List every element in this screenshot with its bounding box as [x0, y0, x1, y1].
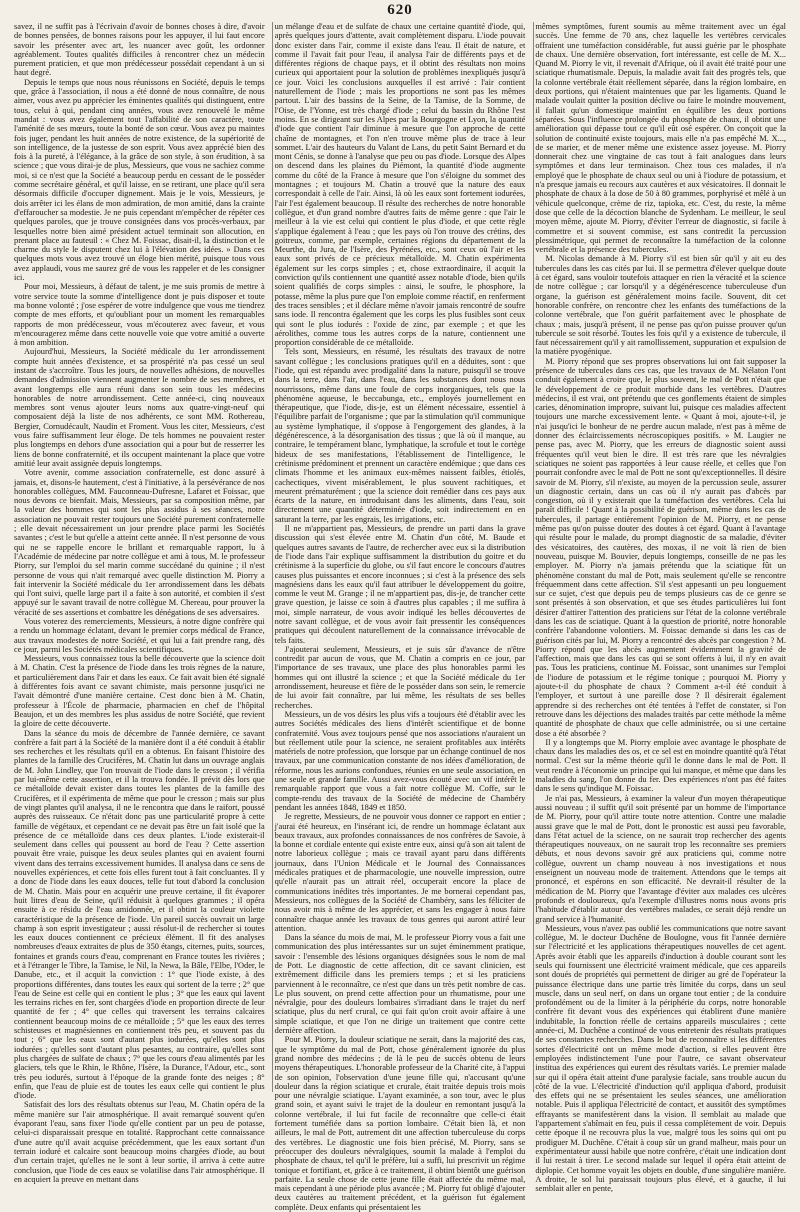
- paragraph: un mélange d'eau et de sulfate de chaux une certaine quantité d'iode, qui, après quelques jours d'attente, avait complètement disparu. L'iode pouvait donc exister dans l'air, comme il existe dans l'eau. Il était de nature, et comme il l'avait fait pour l'eau, il analysa l'air de différents pays et de différentes régions de chaque pays, et il obtint des résultats non moins curieux qui apportaient pour la solution de problèmes inexpliqués jusqu'à ce jour. Voici les conclusions auxquelles il est arrivé : l'air contient naturellement de l'iode ; mais les proportions ne sont pas les mêmes partout. L'air des bassins de la Seine, de la Tamise, de la Somme, de l'Oise, de l'Yonne, est très chargé d'iode ; celui du bassin du Rhône l'est moins. En se dirigeant sur les Alpes par la Bourgogne et Lyon, la quantité d'iode que contient l'air diminue à mesure que l'on approche de cette chaîne de montagnes, et l'on n'en trouve même plus de trace à leur sommet. L'air des hauteurs du Valant de Lans, du petit Saint Bernard et du mont Cénis, se donne à l'analyse que peu ou pas d'iode. Lorsque des Alpes on descend dans les plaines du Piémont, la quantité d'iode augmente comme du côté de la France à mesure que l'on s'éloigne du sommet des montagnes ; et toujours M. Chatin a trouvé que la nature des eaux correspondait à celle de l'air. Ainsi, là où les eaux sont fortement iodurées, l'air l'est également beaucoup. Il résulte des recherches de notre honorable collègue, et d'un grand nombre d'autres faits de même genre : que l'air le meilleur à la vie est celui qui contient le plus d'iode, et que cette règle s'applique également à l'eau ; que les pays où l'on trouve des crétins, des goitreux, comme, par exemple, certaines régions du département de la Meurthe, du Jura, de l'Isère, des Pyrénées, etc., sont ceux où l'air et les eaux sont privés de ce précieux métalloïde. M. Chatin expérimenta également sur les corps simples ; et, chose extraordinaire, il acquit la conviction qu'ils contiennent une quantité assez notable d'iode, bien qu'ils soient qualifiés de corps simples : ainsi, le soufre, le phosphore, la potasse, même la plus pure que l'on emploie comme réactif, en renferment des traces sensibles ; et il déclare même n'avoir jamais rencontré de soufre sans iode. Il rencontra également que les corps les plus fusibles sont ceux qui sont le plus iodurés : l'oxide de zinc, par exemple ; et que les aérolithes, comme tous les autres corps de la nature, contiennent une proportion considérable de ce métalloïde.: [274, 22, 526, 348]
- page-number: 620: [387, 2, 413, 18]
- paragraph: savez, il ne suffit pas à l'écrivain d'avoir de bonnes choses à dire, d'avoir de bonnes pensées, de bonnes raisons pour les appuyer, il lui faut encore savoir les présenter avec art, les nuancer avec goût, les ordonner agréablement. Toutes qualités difficiles à rencontrer chez un médecin purement praticien, et que mon prédécesseur possédait cependant à un si haut degré.: [14, 22, 265, 78]
- paragraph: Messieurs, vous connaissez tous la belle découverte que la science doit à M. Chatin. C'est la présence de l'iode dans les trois règnes de la nature, et particulièrement dans l'air et dans les eaux. Ce fait avait bien été signalé à différentes fois avant ce savant chimiste, mais personne jusqu'ici ne l'avait démontré d'une manière certaine. C'est donc bien à M. Chatin, professeur à l'École de pharmacie, pharmacien en chef de l'hôpital Beaujon, et un des membres les plus assidus de notre Société, que revient la gloire de cette découverte.: [14, 654, 265, 729]
- column-divider: [533, 22, 534, 1092]
- paragraph: Pour moi, Messieurs, à défaut de talent, je me suis promis de mettre à votre service toute la somme d'intelligence dont je puis disposer et toute ma bonne volonté ; j'ose espérer de votre indulgence que vous me tiendrez compte de mes efforts, et qu'oubliant pour un moment les remarquables rapports de mon prédécesseur, vous m'écouterez avec faveur, et vous m'encouragerez même dans cette nouvelle voie que votre amitié a ouverte à mon ambition.: [14, 282, 265, 348]
- paragraph: Depuis le temps que nous nous réunissons en Société, depuis le temps que, grâce à l'association, il nous a été donné de nous connaître, de nous aimer, vous avez pu apprécier les éminentes qualités qui distinguent, entre tous, celui à qui, pendant cinq années, vous avez renouvelé le même mandat : vous avez également tout l'affabilité de son caractère, toute l'aménité de ses mœurs, toute la bonté de son cœur. Vous avez pu maintes fois juger, pendant les huit années de notre existence, de la supériorité de son intelligence, de la justesse de son esprit. Vous avez apprécié bien des fois à la pureté, à l'élégance, à la grâce de son style, à son érudition, à sa science ; que vous dirai-je de plus, Messieurs, que vous ne sachiez comme moi, si ce n'est que la Société a beaucoup perdu en cessant de le posséder comme secrétaire général, et qu'il laisse, en se retirant, une place qu'il sera désormais difficile d'occuper dignement. Mais je le vois, Messieurs, je dois arrêter ici les élans de mon admiration, de mon amitié, dans la crainte d'effaroucher sa modestie. Je ne puis cependant m'empêcher de répéter ces quelques paroles, que je trouve consignées dans vos procès-verbaux, par lesquelles notre bien aimé président actuel terminait son allocution, en prenant place au fauteuil : « Chez M. Foissac, disait-il, la distinction et le charme du style le disputent chez lui à l'élévation des idées. » Dans ces quelques mots vous avez trouvé un éloge bien mérité, puisque tous vous avez applaudi, vous me saurez gré de vous les rappeler et de les consigner ici.: [14, 77, 265, 283]
- paragraph: Aujourd'hui, Messieurs, la Société médicale du 1er arrondissement compte huit années d'existence, et sa prospérité n'a pas cessé un seul instant de s'accroître. Tous les jours, de nouvelles adhésions, de nouvelles demandes d'admission viennent augmenter le nombre de ses membres, et avant longtemps elle aura réuni dans son sein tous les médecins honorables de notre arrondissement. Cette année-ci, cinq nouveaux membres sont venus ajouter leurs noms aux quatre-vingt-neuf qui composaient déjà la liste de nos adhérents, ce sont MM. Rothereau, Bergier, Cornudécault, Naudin et Froment. Vous les citer, Messieurs, c'est vous faire suffisamment leur éloge. De tels hommes ne pouvaient rester plus longtemps en dehors d'une association qui a pour but de resserrer les liens de bonne confraternité, et ils occupent maintenant la place que votre amitié leur avait assignée depuis longtemps.: [14, 347, 265, 468]
- paragraph: Messieurs, un de vos désirs les plus vifs a toujours été d'établir avec les autres Sociétés médicales des liens d'intérêt scientifique et de bonne confraternité. Vous avez toujours pensé que nos associations n'auraient un but réellement utile pour la science, ne seraient profitables aux intérêts matériels de notre profession, que lorsque par un échange continuel de nos travaux, par une communication constante de nos idées d'amélioration, de réforme, nous les aurions confondues, réunies en une seule association, en une seule et grande famille. Aussi avez-vous écouté avec un vif intérêt le remarquable rapport que vous a fait notre collègue M. Coffe, sur le compte-rendu des travaux de la Société de médecine de Chambéry pendant les années 1848, 1849 et 1850.: [274, 709, 526, 812]
- paragraph: Dans la séance du mois de décembre de l'année dernière, ce savant confrère a fait part à la Société de la manière dont il a été conduit à établir ses recherches et les résultats qu'il en a obtenus. En faisant l'histoire des plantes de la famille des Crucifères, M. Chatin lut dans un ouvrage anglais de M. John Lindley, que l'on trouvait de l'iode dans le cresson ; il vérifia par lui-même cette assertion, et il la trouva fondée. Il prévit dès lors que ce métalloïde devait exister dans toutes les plantes de la famille des Crucifères, et il expérimenta de même que pour le cresson ; mais sur plus de vingt plantes qu'il analysa, il ne le rencontra que dans le raifort, poussé auprès des ruisseaux. Ce n'était donc pas une particularité propre à cette famille de végétaux, et cependant ce ne devait pas être un fait isolé que la présence de ce métalloïde dans ces deux plantes. L'iode existerait-il seulement dans celles qui poussent au bord de l'eau ? Cette assertion pouvait être vraie, puisque les deux seules plantes qui en avaient fourni vivent dans des terrains excessivement humides. Il analysa dans ce sens de nouvelles expériences, et cette fois elles furent tout à fait concluantes. Il y a donc de l'iode dans les eaux douces, telle fut tout d'abord la conclusion de M. Chatin. Mais pour en acquérir une preuve certaine, il fit évaporer huit litres d'eau de Seine, qu'il réduisit à quelques grammes ; il opéra ensuite à ce résidu de l'eau amidonnée, et il obtint la couleur violette caractéristique de la présence de l'iode. Un pareil succès ouvrait un large champ à son esprit investigateur ; aussi résolut-il de rechercher si toutes les eaux douces contiennent ce précieux élément. Il fit des analyses nombreuses d'eaux extraites de plus de 350 étangs, citernes, puits, sources, fontaines et grands cours d'eau, comprenant en France toutes les rivières ; et à l'étranger le Tibre, la Tamise, le Nil, la Newa, la Bâle, l'Elbe, l'Oder, le Danube, etc., et il acquit la conviction : 1° que l'iode existe, à des proportions différentes, dans toutes les eaux qui sortent de la terre ; 2° que l'eau de Seine est celle qui en contient le plus ; 3° que les eaux qui lavent les terrains riches en fer, sont chargées d'iode en proportion directe de leur quantité de fer ; 4° que celles qui traversent les terrains calcaires contiennent beaucoup moins de ce métalloïde ; 5° que les eaux des terres schisteuses et magnésiennes en contiennent très peu, et souvent pas du tout ; 6° que les eaux sont d'autant plus iodurées, qu'elles sont plus iodurées ; qu'elles sont d'autant plus pesantes, au contraire, qu'elles sont plus chargées de sulfate de chaux ; 7° que les cours d'eau alimentés par les glaciers, tels que le Rhin, le Rhône, l'Isère, la Durance, l'Adour, etc., sont très peu iodurés, surtout à l'époque de la grande fonte des neiges ; 8° enfin, que l'eau de pluie est de toutes les eaux celle qui contient le plus d'iode.: [14, 728, 265, 1101]
- column-right: [535, 22, 787, 1194]
- text-columns: [14, 22, 787, 1212]
- paragraph: Il y a longtemps que M. Piorry emploie avec avantage le phosphate de chaux dans les maladies des os, et ce sel est en moindre quantité qu'à l'état normal. C'est sur la même théorie qu'il le donne dans le mal de Pott. Il veut rendre à l'économie un principe qui lui manque, et même que dans les maladies du sang, l'on donne du fer. Des expériences n'ont pas été faites dans le sens qu'indique M. Foissac.: [535, 737, 787, 794]
- paragraph: Dans la séance du mois de mai, M. le professeur Piorry vous a fait une communication des plus intéressantes sur un sujet éminemment pratique, savoir : l'ensemble des lésions organiques désignées sous le nom de mal de Pott. Le diagnostic de cette affection, dit ce savant clinicien, est extrêmement difficile dans les premiers temps ; et si les praticiens parviennent à le reconnaître, ce n'est que dans un très petit nombre de cas. Le plus souvent, on prend cette affection pour un rhumatisme, pour une névralgie, pour des douleurs lombaires s'irradiant dans le trajet du nerf sciatique, plus du nerf crural, ce qui fait qu'on croit avoir affaire à une simple sciatique, et que l'on ne dirige un traitement que contre cette dernière affection.: [274, 933, 526, 1036]
- paragraph: Je n'ai pas, Messieurs, à examiner la valeur d'un moyen thérapeutique aussi nouveau ; il suffit qu'il soit présenté par un homme de l'importance de M. Piorry, pour qu'il attire toute notre attention. Contre une maladie aussi grave que le mal de Pott, dont le pronostic est aussi peu favorable, dans l'état actuel de la science, on ne saurait trop rechercher des agents thérapeutiques nouveaux, on ne saurait trop les reconnaître ses premiers débuts, et nous devons savoir gré aux praticiens qui, comme notre collègue, ouvrent un champ nouveau à nos investigations et nous enseignent un nouveau mode de traitement. Attendons que le temps ait prononcé, et espérons en son efficacité. Ne devrait-il résulter de la médication de M. Piorry que l'avantage d'éviter aux malades ces ulcères profonds et douloureux, qu'a l'exemple d'illustres noms nous avons pris l'habitude d'établir autour des vertèbres malades, ce serait déjà rendre un grand service à l'humanité.: [535, 793, 787, 924]
- paragraph: Satisfait des lors des résultats obtenus sur l'eau, M. Chatin opéra de la même manière sur l'air atmosphérique. Il avait remarqué souvent qu'en évaporant l'eau, sans fixer l'iode qu'elle contient par un peu de potasse, celui-ci disparaissait presque en totalité. Rapprochant cette connaissance d'une autre qu'il avait acquise précédemment, que les eaux sortant d'un terrain ioduré et calcaire sont beaucoup moins chargées d'iode, au bout d'un certain trajet, qu'elles ne le sont à leur sortie, il arriva à cette autre conclusion, que l'iode de ces eaux se volatilise dans l'air atmosphérique. Il en acquiert la preuve en mettant dans: [14, 1100, 265, 1184]
- paragraph: Vous voterez des remerciements, Messieurs, à notre digne confrère qui a rendu un hommage éclatant, devant le premier corps médical de France, aux travaux modestes de notre Société, et qui lui a fait prendre rang, dès ce jour, parmi les Sociétés médicales scientifiques.: [14, 617, 265, 654]
- paragraph: Messieurs, vous n'avez pas oublié les communications que notre savant collègue, M. le docteur Duchêne de Boulogne, vous fit l'année dernière sur l'électricité et les applications thérapeutiques nouvelles de cet agent. Après avoir établi que les appareils d'induction à double courant sont les seuls qui fournissent une électricité vraiment médicale, que ces appareils sont doués de propriétés qui permettent de diriger au gré de l'opérateur la puissance électrique dans une partie très limitée du corps, dans un seul muscle, dans un seul nerf, on dans un organe tout entier ; de la conduire profondément ou de la limiter à la périphérie du corps, notre honorable confrère fit devant vous des expériences qui établirent d'une manière indubitable, la fonction réelle de certains appareils musculaires ; cette année-ci, M. Duchêne a continué de vous entretenir des résultats pratiques de ses constantes recherches. Dans le but de reconnaître si les différentes sortes d'électricité ont un même mode d'action, si elles peuvent être employées indistinctement l'une pour l'autre, ce savant observateur institua des expériences qui eurent des résultats variés. Le premier malade sur qui il opéra était atteint d'une paralysie faciale, sans trouble aucun du côté de la vue. L'électricité d'induction qu'il appliqua d'abord, produisit des effets qui ne se présentaient les seules séances, une amélioration notable. Puis il appliqua l'électricité de contact, et aussitôt des symptômes effrayants se manifestèrent dans la vision. Il semblait au malade que l'appartement s'abîmait en feu, puis il cessa complètement de voir. Depuis cette époque il ne recouvra plus la vue, malgré tous les soins qui ont pu prodiguer M. Duchêne. C'était à coup sûr un grand malheur, mais pour un expérimentateur aussi habile que notre confrère, c'était une indication dont il lui restait à tirer. Le second malade sur lequel il opéra était atteint de diplopie. Cet homme voyait les objets en double, d'une singulière manière. A droite, le sol lui paraissait toujours plus élevé, et à gauche, il lui semblait aller en pente,: [535, 923, 787, 1194]
- paragraph: Il ne m'appartient pas, Messieurs, de prendre un parti dans la grave discussion qui s'est élevée entre M. Chatin d'un côté, M. Baude et quelques autres savants de l'autre, de rechercher avec eux si la distribution de l'iode dans l'air explique suffisamment la distribution du goitre et du crétinisme à la superficie du globe, ou s'il faut encore le concours d'autres causes plus puissantes et encore inconnues ; si c'est à la présence des sels magnésiens dans les eaux qu'il faut attribuer le développement du goitre, comme le veut M. Grange ; il ne m'appartient pas, dis-je, de trancher cette grave question, je laisse ce soin à d'autres plus capables ; il me suffira à moi, simple narrateur, de vous avoir indiqué les belles découvertes de notre savant collègue, et de vous avoir fait pressentir les conséquences pratiques qui découlent naturellement de la connaissance irrévocable de tels faits.: [274, 524, 526, 645]
- paragraph: mêmes symptômes, furent soumis au même traitement avec un égal succès. Une femme de 70 ans, chez laquelle les vertèbres cervicales offraient une tuméfaction considérable, fut aussi guérie par le phosphate de chaux. Une dernière observation, fort intéressante, est celle de M. X... Quand M. Piorry le vit, il revenait d'Afrique, où il avait été traité pour une sciatique rhumatismale. Depuis, la maladie avait fait des progrès tels, que la colonne vertébrale était réellement séparée, dans la région lombaire, en deux portions, qui n'étaient maintenues que par les ligaments. Quand le malade voulait quitter la position déclive ou faire le moindre mouvement, il fallait qu'un domestique maintînt en équilibre les deux portions séparées. Sous l'influence prolongée du phosphate de chaux, il obtint une amélioration qui dépasse tout ce qu'il eût osé espérer. On conçoit que la solution de continuité existe toujours, mais elle n'a pas empêché M. X..., de se marier, et de mener même une existence assez joyeuse. M. Piorry donnerait chez une vingtaine de cas tout à fait analogues dans leurs symptômes et dans leur terminaison. Chez tous ces malades, il n'a employé que le phosphate de chaux seul ou uni à l'iodure de potassium, et n'a presque jamais eu recours aux cautères et aux vésicatoires. Il donnait le phosphate de chaux à la dose de 50 à 80 grammes, porphyrisé et mêlé à un véhicule quelconque, crème de riz, tapioka, etc. C'est, du reste, la même dose que celle de la décoction blanche de Sydenham. Le meilleur, le seul moyen même, ajoute M. Piorry, d'éviter l'erreur de diagnostic, si facile à commettre et si souvent commise, est sans contredit la percussion plessimétrique, qui permet de reconnaître la tuméfaction de la colonne vertébrale et la présence des tubercules.: [535, 22, 787, 255]
- paragraph: Tels sont, Messieurs, en résumé, les résultats des travaux de notre savant collègue ; les conclusions pratiques qu'il en a déduites, sont : que l'iode, qui est répandu avec prodigalité dans la nature, puisqu'il se trouve dans la terre, dans l'air, dans l'eau, dans les substances dont nous nous nourrissons, même dans une foule de corps inorganiques, tels que la phénomène aqueuse, le beccabunga, etc., employés journellement en thérapeutique, que l'iode, dis-je, est un élément nécessaire, essentiel à l'équilibre parfait de l'organisme ; que par la stimulation qu'il communique au système lymphatique, il s'oppose à l'engorgement des glandes, à la dégénérescence, à la désorganisation des tissus ; que là où il manque, au contraire, le tempérament blanc, lymphatique, la scrofule et tout le cortège hideux de ses manifestations, l'établissement de l'intelligence, le crétinisme prédominent et prennent un caractère endémique ; que dans ces climats l'homme et les animaux eux-mêmes naissent faibles, étiolés, cachectiques, vivent misérablement, le plus souvent rachitiques, et meurent prématurément ; que la science doit remédier dans ces pays aux écarts de la nature, en introduisant dans les aliments, dans l'eau, soit directement une quantité déterminée d'iode, soit indirectement en en saturant la terre, par les engrais, les irrigations, etc.: [274, 347, 526, 524]
- column-divider: [272, 22, 273, 1092]
- paragraph: M. Nicolas demande à M. Piorry s'il est bien sûr qu'il y ait eu des tubercules dans les cas cités par lui. Il se permettra d'élever quelque doute à cet égard, sans vouloir toutefois attaquer en rien la véracité et la science de notre collègue ; car lorsqu'il y a dégénérescence tuberculeuse d'un organe, la guérison est généralement moins facile. Souvent, dit cet honorable confrère, on rencontre chez les enfants des tuméfactions de la colonne vertébrale, que l'on guérit parfaitement avec le phosphate de chaux ; mais, jusqu'à présent, il ne pense pas qu'on puisse prouver qu'un tubercule se soit résorbé. Toutes les fois qu'il y a existence de tubercule, il faut nécessairement qu'il y ait ramollissement, suppuration et expulsion de la matière pyogénique.: [535, 254, 787, 357]
- column-middle: [274, 22, 526, 1212]
- paragraph: Pour M. Piorry, la douleur sciatique ne serait, dans la majorité des cas, que le symptôme du mal de Pott, chose généralement ignorée du plus grand nombre des médecins ; de là le peu de succès obtenu de leurs moyens thérapeutiques. L'honorable professeur de la Charité cite, à l'appui de son opinion, l'observation d'une jeune fille qui, n'accusant qu'une douleur dans la région sciatique et crurale, était traitée depuis trois mois pour une névralgie sciatique. L'ayant examinée, a son tour, avec le plus grand soin, et ayant suivi le trajet de la douleur en remontant jusqu'à la colonne vertébrale, il lui fut facile de reconnaître que celle-ci était fortement tuméfiée dans sa portion lombaire. C'était bien là, et non ailleurs, le mal de Pott, autrement dit une affection tuberculeuse du corps des vertèbres. Le diagnostic une fois bien précisé, M. Piorry, sans se préoccuper des douleurs névralgiques, soumit la malade à l'emploi du phosphate de chaux, tel qu'il le préfère, lui a suffi, lui prescrivit un régime tonique et fortifiant, et, grâce à ce traitement, il obtint bientôt une guérison parfaite. La seule chose de cette jeune fille était affectée du même mal, mais cependant à une période plus avancée ; M. Piorry fut obligé d'ajouter deux cautères au traitement précédent, et la guérison fut également complète. Deux enfants qui présentaient les: [274, 1035, 526, 1212]
- paragraph: Votre avenir, comme association confraternelle, est donc assuré à jamais, et, disons-le hautement, c'est à l'initiative, à la persévérance de nos honorables collègues, MM. Fauconneau-Dufresne, Lafaret et Foissac, que nous devons ce bienfait. Mais, Messieurs, par sa composition même, par la valeur des hommes qui sont les plus assidus à ses séances, notre association ne pouvait rester toujours une Société purement confraternelle ; elle devait nécessairement un jour prendre place parmi les Sociétés savantes ; c'est le but qu'elle a atteint cette année. Il n'est personne de vous qui ne se rappelle encore le brillant et remarquable rapport, lu à l'Académie de médecine par notre collègue et ami à tous, M. le professeur Piorry, sur l'emploi du sel marin comme succédané du quinine ; il n'est personne de vous qui n'ait remarqué avec quelle distinction M. Piorry a fait intervenir la Société médicale du 1er arrondissement dans les débats qui l'ont suivi, quelle large part il a faite à son autorité, et combien il s'est appuyé sur le savant travail de notre collègue M. Chereau, pour prouver la véracité de ses assertions et combattre les dénégations de ses adversaires.: [14, 468, 265, 617]
- paragraph: Je regrette, Messieurs, de ne pouvoir vous donner ce rapport en entier ; j'aurai été heureux, en l'insérant ici, de rendre un hommage éclatant aux beaux travaux, aux profondes connaissances de nos confrères de Savoie, à la bonne et cordiale entente qui existe entre eux, ainsi qu'à son ait talent de notre laborieux collègue ; mais ce travail ayant paru dans différents journaux, dans l'Union Médicale et le Journal des Connaissances médicales pratiques et de pharmacologie, une nouvelle impression, outre qu'elle n'aurait pas un attrait réel, occuperait encore la place de communications inédites très importantes. Je me bornerai cependant pas, Messieurs, nos collègues de la Société de Chambéry, sans les féliciter de nous avoir mis à même de les apprécier, et sans les engager à nous faire connaître chaque année les travaux de tous genres qui auront attiré leur attention.: [274, 812, 526, 933]
- paragraph: J'ajouterai seulement, Messieurs, et je suis sûr d'avance de n'être contredit par aucun de vous, que M. Chatin a compris en ce jour, par l'importance de ses travaux, une place des plus honorables parmi les hommes qui ont illustré la science ; et que la Société médicale du 1er arrondissement, heureuse et fière de le posséder dans son sein, le remercie de lui avoir fait connaître, par lui même, les résultats de ses belles recherches.: [274, 644, 526, 710]
- paragraph: M. Piorry répond que ses propres observations lui ont fait supposer la présence de tubercules dans ces cas, que les travaux de M. Nélaton l'ont conduit également à croire que, le plus souvent, le mal de Pott n'était que le développement de ce produit morbide dans les vertèbres. D'autres médecins, il est vrai, ont prétendu que ces gonflements étaient de simples caries, dénomination impropre, suivant lui, puisque ces maladies affectent toujours une marche excessivement lente. « Quant à moi, ajoute-t-il, je n'ai jusqu'ici le bonheur de ne perdre aucun malade, n'est pas à même de donner des éclaircissements nécroscopiques positifs. » M. Laugier ne pense pas, avec M. Piorry, que les erreurs de diagnostic soient aussi fréquentes qu'il veut bien le dire. Il est très rare que les névralgies sciatiques ne soient pas rapportées à leur cause réelle, et celles que l'on pourrait confondre avec le mal de Pott ne sont qu'exceptionnelles. Il désire savoir de M. Piorry, s'il n'existe, au moyen de la percussion seule, assurer un diagnostic certain, dans un cas où il n'y aurait pas d'abcès par congestion, où il y existerait que la tuméfaction des vertèbres. Cela lui paraît difficile ! Quant à la possibilité de guérison, même dans les cas de tubercules, il partage entièrement l'opinion de M. Piorry, et ne pense même pas qu'on puisse douter des doutes à cet égard. Quant à l'avantage qui résulte pour le malade, du prompt diagnostic de sa maladie, d'éviter des vésicatoires, des cautères, des moxas, il ne voit là rien de bien nouveau, puisque M. Bouvier, depuis longtemps, conseille de ne pas les employer. M. Piorry n'a jamais prétendu que la sciatique fût un phénomène constant du mal de Pott, mais seulement qu'elle se rencontre fréquemment dans cette affection. S'il s'est appesanti un peu longuement sur ce sujet, c'est que depuis peu de temps plusieurs cas de ce genre se sont présentés à son observation, et que ses études particulières lui font désirer d'attirer l'attention des praticiens sur l'état de la colonne vertébrale dans les cas de sciatique. Quant à la question de priorité, notre honorable confrère l'abandonne volontiers. M. Foissac demande si dans les cas de guérison cités par lui, M. Piorry a rencontré des abcès par congestion ? M. Piorry répond que les abcès augmentent évidemment la gravité de l'affection, mais que dans les cas qui se sont offerts à lui, il n'y en avait pas. Tous les praticiens, continue M. Foissac, sont unanimes sur l'emploi de l'iodure de potassium et le régime tonique ; pourquoi M. Piorry y ajoute-t-il du phosphate de chaux ? Comment a-t-il été conduit à l'employer, et surtout à une pareille dose ? Il désirerait également apprendre si des recherches ont été tentées à l'effet de constater, si l'on retrouve dans les déjections des malades traités par cette méthode la même quantité de phosphate de chaux que celle administrée, ou si une certaine dose a été absorbée ?: [535, 356, 787, 738]
- column-left: [14, 22, 265, 1184]
